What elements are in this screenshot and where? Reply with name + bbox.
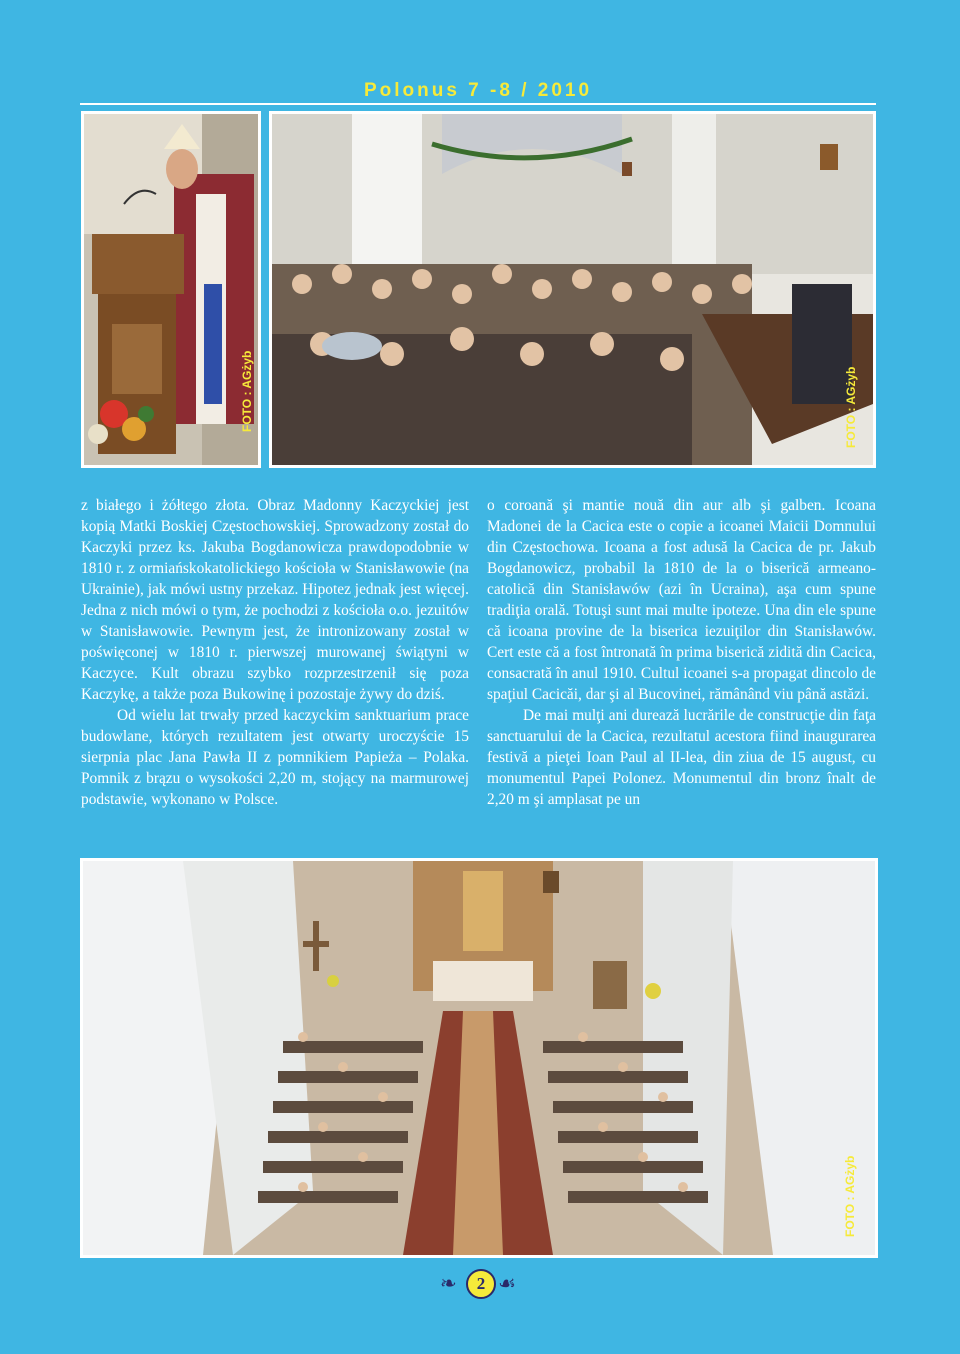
paragraph: Od wielu lat trwały przed kaczyckim sanktuarium prace budowlane, których rezultatem jest otwarty uroczyście 15 sierpnia plac Jana Pawła II z pomnikiem Papieża – Polaka. Pomnik z brązu o wysokości 2,20 m, stojący na marmurowej podstawie, wykonano w Polsce.	[81, 707, 469, 808]
magazine-header: Polonus 7 -8 / 2010	[363, 80, 593, 101]
photo-credit: FOTO : AGżyb	[240, 350, 254, 432]
photo-church-interior	[80, 858, 878, 1258]
photo-bishop-image	[84, 114, 258, 465]
paragraph: De mai mulţi ani durează lucrările de construcţie din faţa sanctuarului de la Cacica, rezultatul acestora fiind inaugurarea festivă a pieţei Ioan Paul al II-lea, din ziua de 15 august, cu monumentul Papei Polonez. Monumentul din bronz înalt de 2,20 m şi amplasat pe un	[487, 707, 876, 808]
paragraph: o coroană şi mantie nouă din aur alb şi galben. Icoana Madonei de la Cacica este o copie a icoanei Maicii Domnului din Częstochowa. Icoana a fost adusă la Cacica de pr. Jakub Bogdanowicz, probabil la 1810 de la o biserică armeano-catolică din Stanisławów (azi în Ucraina), aşa cum spune tradiţia orală. Totuşi sunt mai multe ipoteze. Una din ele spune că icoana provine de la biserica iezuiţilor din Stanisławów. Cert este că a fost întronată în prima biserică zidită din Cacica, consacrată în anul 1910. Cultul icoanei s-a propagat dincolo de spaţiul Cacicăi, dar şi al Bucovinei, rămânând viu până astăzi.	[487, 497, 876, 703]
photo-congregation	[269, 111, 876, 468]
photo-credit: FOTO : AGżyb	[843, 1155, 857, 1237]
ornament-right-icon: ☙	[498, 1271, 516, 1295]
article-column-polish	[81, 495, 469, 810]
photo-congregation-image	[272, 114, 873, 465]
photo-credit: FOTO : AGżyb	[844, 366, 858, 448]
article-column-romanian	[487, 495, 876, 810]
paragraph: z białego i żółtego złota. Obraz Madonny Kaczyckiej jest kopią Matki Boskiej Częstochowskiej. Sprowadzony został do Kaczyki przez ks. Jakuba Bogdanowicza prawdopodobnie w 1810 r. z ormiańskokatolickiego kościoła w Stanisławowie (na Ukrainie), jak mówi ustny przekaz. Hipotez jednak jest więcej. Jedna z nich mówi o tym, że pochodzi z kościoła o.o. jezuitów w Stanisławowie. Pewnym jest, że intronizowany został w poświęconej w 1810 r. pierwszej murowanej świątyni w Kaczyce. Kult obrazu szybko rozprzestrzenił się poza Kaczykę, a także poza Bukowinę i pozostaje żywy do dziś.	[81, 497, 469, 703]
header-rule	[80, 103, 876, 105]
photo-bishop-pulpit	[81, 111, 261, 468]
page-number-value: 2	[466, 1269, 496, 1299]
photo-interior-image	[83, 861, 875, 1255]
ornament-left-icon: ❧	[440, 1271, 457, 1295]
page-number	[440, 1268, 520, 1298]
